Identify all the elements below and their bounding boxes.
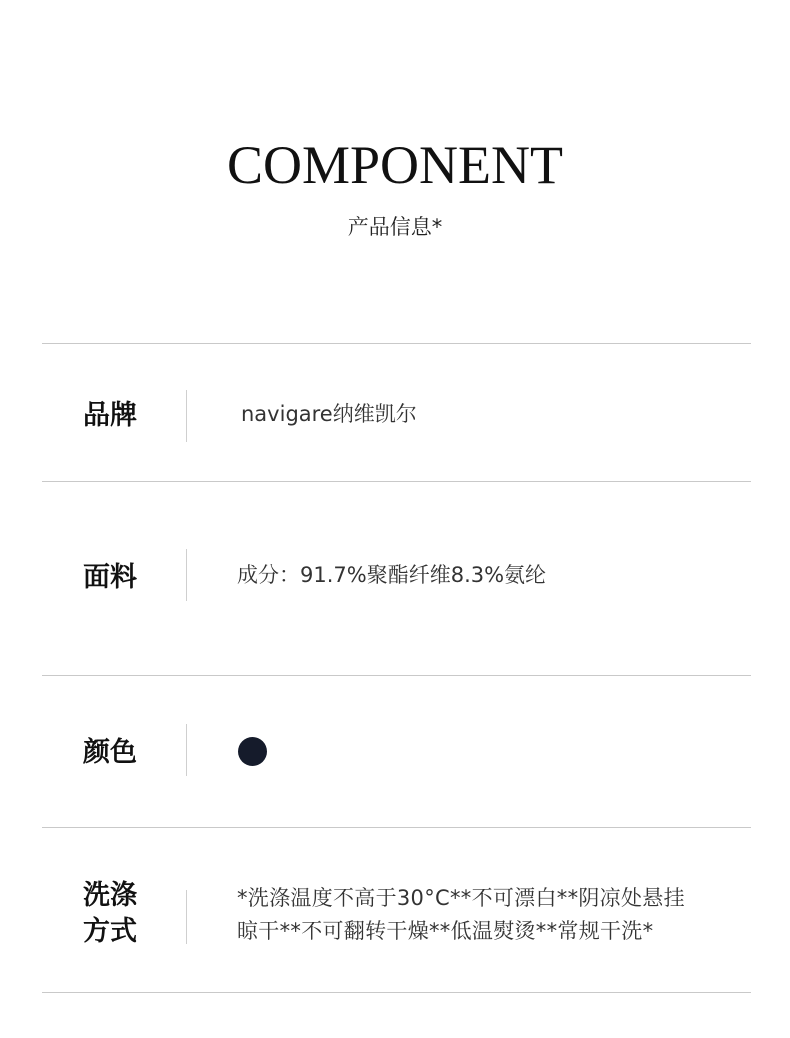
- row-separator: [186, 890, 187, 944]
- row-separator: [186, 549, 187, 601]
- fabric-value: 成分：91.7%聚酯纤维8.3%氨纶: [237, 563, 547, 587]
- row-separator: [186, 724, 187, 776]
- divider: [42, 481, 751, 482]
- page-title: COMPONENT: [226, 135, 564, 195]
- fabric-label: 面料: [83, 562, 137, 593]
- color-label: 颜色: [83, 737, 137, 768]
- divider: [42, 675, 751, 676]
- row-separator: [186, 390, 187, 442]
- washing-label: 洗涤 方式: [83, 880, 137, 947]
- page-subtitle: 产品信息*: [347, 215, 443, 239]
- divider: [42, 827, 751, 828]
- divider: [42, 343, 751, 344]
- brand-label: 品牌: [83, 400, 137, 431]
- brand-value: navigare纳维凯尔: [241, 402, 417, 426]
- color-swatch-icon: [238, 737, 267, 766]
- divider: [42, 992, 751, 993]
- washing-value: *洗涤温度不高于30°C**不可漂白**阴凉处悬挂 晾干**不可翻转干燥**低温熨烫**常规干洗*: [237, 886, 685, 943]
